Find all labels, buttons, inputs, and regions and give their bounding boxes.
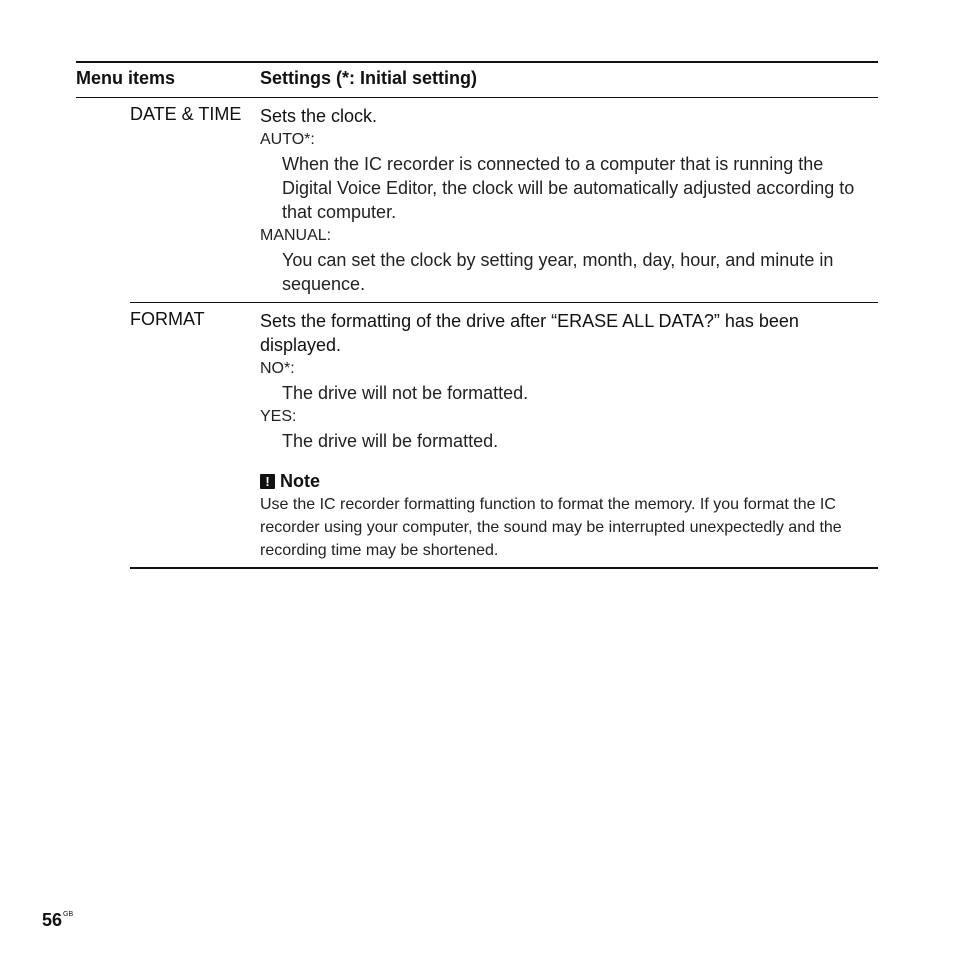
table-header <box>76 68 878 92</box>
option-text-yes: The drive will be formatted. <box>282 431 499 451</box>
option-label-no: NO*: <box>260 360 295 377</box>
menu-item-format: FORMAT <box>130 309 205 329</box>
note-text: Use the IC recorder formatting function to format the memory. If you format the IC recorder using your computer, the sound may be interrupted unexpectedly and the recording time may be shortened. <box>260 496 842 559</box>
region-code: GB <box>63 911 74 918</box>
table-header-rule <box>76 97 878 98</box>
option-label-auto: AUTO*: <box>260 131 315 148</box>
option-label-yes: YES: <box>260 408 297 425</box>
note-warning-icon: ! <box>260 474 275 489</box>
option-label-manual: MANUAL: <box>260 227 332 244</box>
settings-format <box>260 309 870 562</box>
setting-description: Sets the formatting of the drive after “ERASE ALL DATA?” has been displayed. <box>260 311 799 355</box>
option-text-auto: When the IC recorder is connected to a computer that is running the Digital Voice Editor, the clock will be automatically adjusted according to that computer. <box>282 154 855 222</box>
note-heading <box>260 469 870 493</box>
table-bottom-rule <box>130 567 878 569</box>
header-menu-items: Menu items <box>76 68 176 88</box>
menu-item-date-time: DATE & TIME <box>130 104 242 124</box>
page-number <box>42 910 73 931</box>
option-text-manual: You can set the clock by setting year, month, day, hour, and minute in sequence. <box>282 250 834 294</box>
note-title: Note <box>280 471 320 491</box>
settings-date-time <box>260 104 870 296</box>
option-text-no: The drive will not be formatted. <box>282 383 529 403</box>
header-settings: Settings (*: Initial setting) <box>260 68 478 88</box>
note-block <box>260 469 870 562</box>
table-row-divider <box>130 302 878 303</box>
setting-description: Sets the clock. <box>260 106 378 126</box>
page-number-value: 56 <box>42 910 63 930</box>
table-top-rule <box>76 61 878 63</box>
